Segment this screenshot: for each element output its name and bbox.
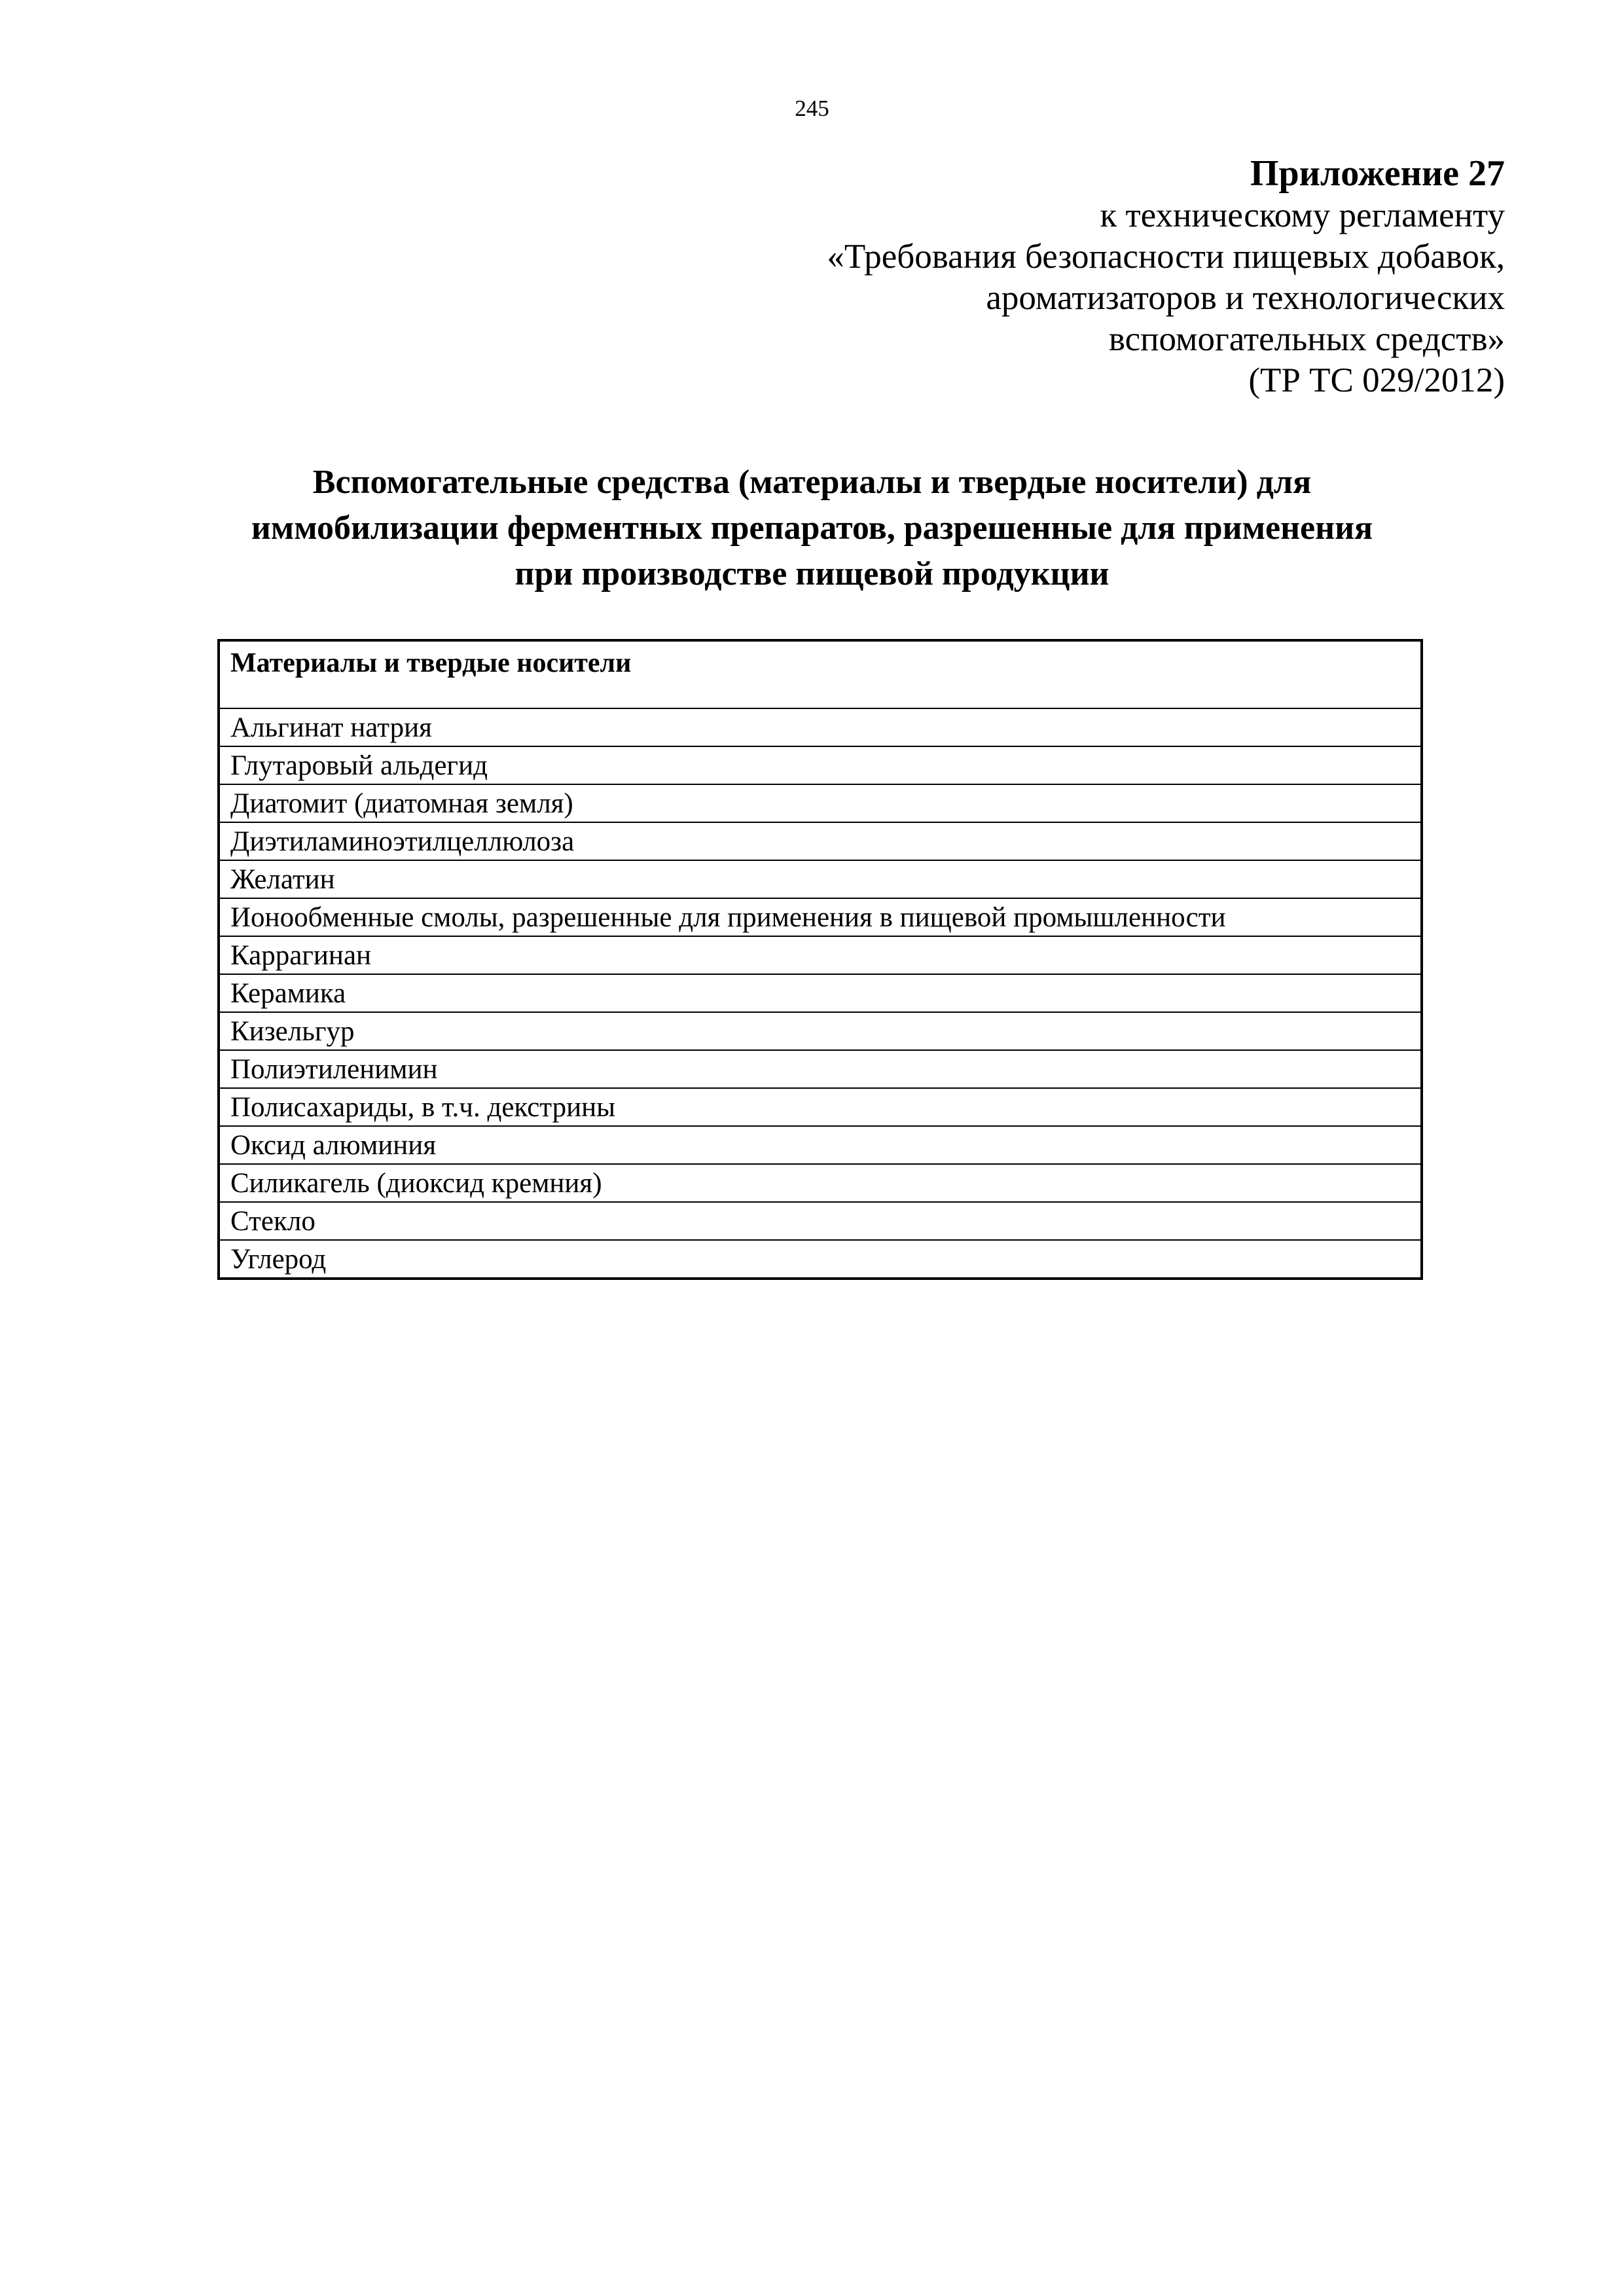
table-cell: Стекло	[219, 1202, 1422, 1240]
table-row	[219, 1050, 1422, 1088]
table-cell: Желатин	[219, 860, 1422, 898]
table-row	[219, 860, 1422, 898]
table-cell: Полисахариды, в т.ч. декстрины	[219, 1088, 1422, 1126]
table-cell: Керамика	[219, 974, 1422, 1012]
table-row	[219, 708, 1422, 746]
table-row	[219, 936, 1422, 974]
table-cell: Кизельгур	[219, 1012, 1422, 1050]
document-title-line: иммобилизации ферментных препаратов, разрешенные для применения	[251, 509, 1373, 547]
table-cell: Альгинат натрия	[219, 708, 1422, 746]
table-row	[219, 822, 1422, 860]
materials-table	[217, 639, 1423, 1280]
page-number: 245	[795, 96, 829, 121]
table-header-cell: Материалы и твердые носители	[219, 640, 1422, 708]
table-row	[219, 974, 1422, 1012]
table-row	[219, 1012, 1422, 1050]
table-cell: Оксид алюминия	[219, 1126, 1422, 1164]
document-title	[118, 460, 1506, 597]
table-cell: Полиэтиленимин	[219, 1050, 1422, 1088]
table-row	[219, 1088, 1422, 1126]
appendix-block	[588, 152, 1505, 401]
table-cell: Силикагель (диоксид кремния)	[219, 1164, 1422, 1202]
appendix-line: к техническому регламенту	[1100, 196, 1505, 234]
appendix-line: ароматизаторов и технологических	[986, 279, 1505, 317]
appendix-line: «Требования безопасности пищевых добавок,	[827, 238, 1505, 276]
table-header-row	[219, 640, 1422, 708]
table-row	[219, 1164, 1422, 1202]
table-row	[219, 1240, 1422, 1279]
table-row	[219, 784, 1422, 822]
table-cell: Глутаровый альдегид	[219, 746, 1422, 784]
appendix-line: вспомогательных средств»	[1108, 320, 1505, 358]
table-row	[219, 898, 1422, 936]
table-cell: Ионообменные смолы, разрешенные для применения в пищевой промышленности	[219, 898, 1422, 936]
table-cell: Диатомит (диатомная земля)	[219, 784, 1422, 822]
document-title-line: Вспомогательные средства (материалы и твердые носители) для	[312, 464, 1312, 501]
table-row	[219, 1126, 1422, 1164]
table-cell: Углерод	[219, 1240, 1422, 1279]
document-title-line: при производстве пищевой продукции	[514, 555, 1110, 592]
table-row	[219, 746, 1422, 784]
table-cell: Диэтиламиноэтилцеллюлоза	[219, 822, 1422, 860]
appendix-title: Приложение 27	[1250, 153, 1505, 194]
table-row	[219, 1202, 1422, 1240]
table-cell: Каррагинан	[219, 936, 1422, 974]
appendix-line: (ТР ТС 029/2012)	[1248, 361, 1505, 399]
